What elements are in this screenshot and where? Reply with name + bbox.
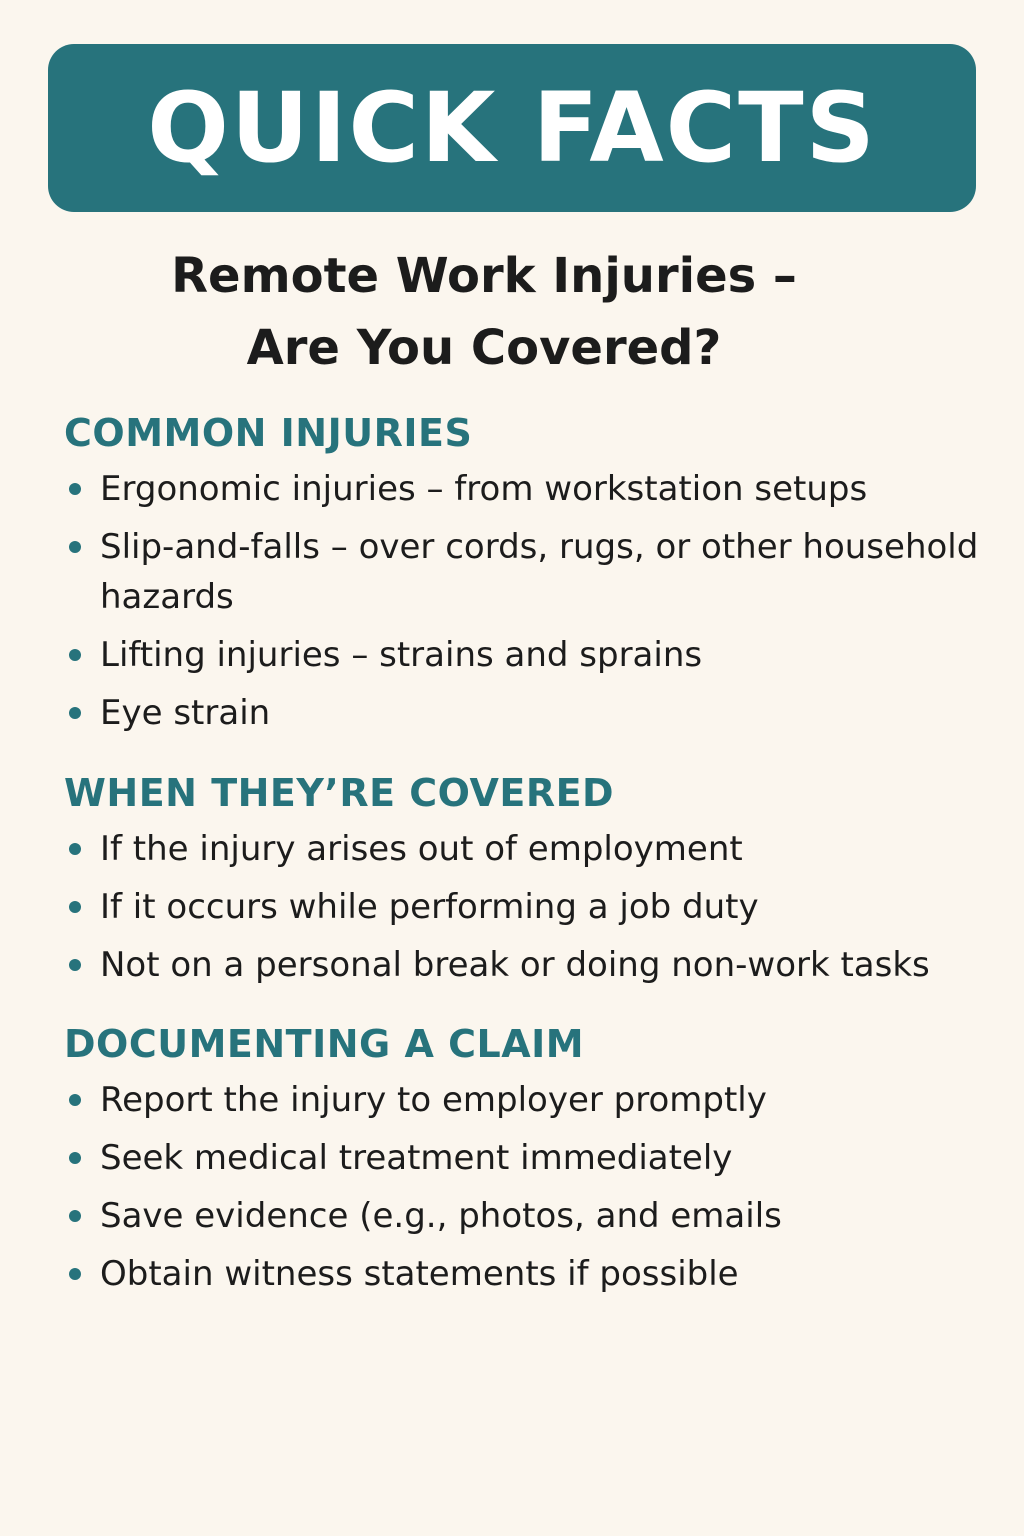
subtitle-line-2: Are You Covered? (246, 320, 722, 376)
bullet-icon (69, 707, 81, 719)
list-item (64, 464, 1004, 514)
bullet-icon (69, 959, 81, 971)
list-item (64, 1075, 1004, 1125)
list-item (64, 1249, 1004, 1299)
page-title: QUICK FACTS (147, 72, 877, 184)
section-common-injuries (64, 410, 1004, 746)
bullet-icon (69, 1094, 81, 1106)
list-item (64, 882, 1004, 932)
documenting-claim-list (64, 1075, 1004, 1299)
bullet-icon (69, 1210, 81, 1222)
bullet-icon (69, 901, 81, 913)
bullet-icon (69, 541, 81, 553)
section-when-covered (64, 770, 1004, 998)
list-item-text: Obtain witness statements if possible (100, 1254, 739, 1294)
list-item (64, 940, 1004, 990)
list-item (64, 688, 1004, 738)
bullet-icon (69, 1152, 81, 1164)
list-item (64, 1191, 1004, 1241)
bullet-icon (69, 483, 81, 495)
bullet-icon (69, 649, 81, 661)
bullet-icon (69, 1268, 81, 1280)
list-item (64, 630, 1004, 680)
list-item-text: If the injury arises out of employment (100, 829, 743, 869)
common-injuries-list (64, 464, 1004, 738)
list-item-text: Not on a personal break or doing non-work tasks (100, 945, 930, 985)
list-item-text: Lifting injuries – strains and sprains (100, 635, 703, 675)
list-item-text: Save evidence (e.g., photos, and emails (100, 1196, 782, 1236)
list-item-text: Seek medical treatment immediately (100, 1138, 733, 1178)
list-item-text: If it occurs while performing a job duty (100, 887, 759, 927)
section-heading-when-covered: WHEN THEY’RE COVERED (64, 771, 615, 815)
subtitle (0, 240, 968, 384)
title-banner (48, 44, 976, 212)
list-item (64, 1133, 1004, 1183)
list-item-text: Slip-and-falls – over cords, rugs, or other household hazards (100, 527, 979, 617)
section-documenting-claim (64, 1021, 1004, 1307)
section-heading-common-injuries: COMMON INJURIES (64, 411, 473, 455)
list-item (64, 522, 1004, 622)
list-item-text: Ergonomic injuries – from workstation setups (100, 469, 868, 509)
bullet-icon (69, 843, 81, 855)
when-covered-list (64, 824, 1004, 990)
section-heading-documenting-claim: DOCUMENTING A CLAIM (64, 1022, 585, 1066)
subtitle-line-1: Remote Work Injuries – (171, 248, 797, 304)
list-item (64, 824, 1004, 874)
list-item-text: Eye strain (100, 693, 271, 733)
list-item-text: Report the injury to employer promptly (100, 1080, 767, 1120)
